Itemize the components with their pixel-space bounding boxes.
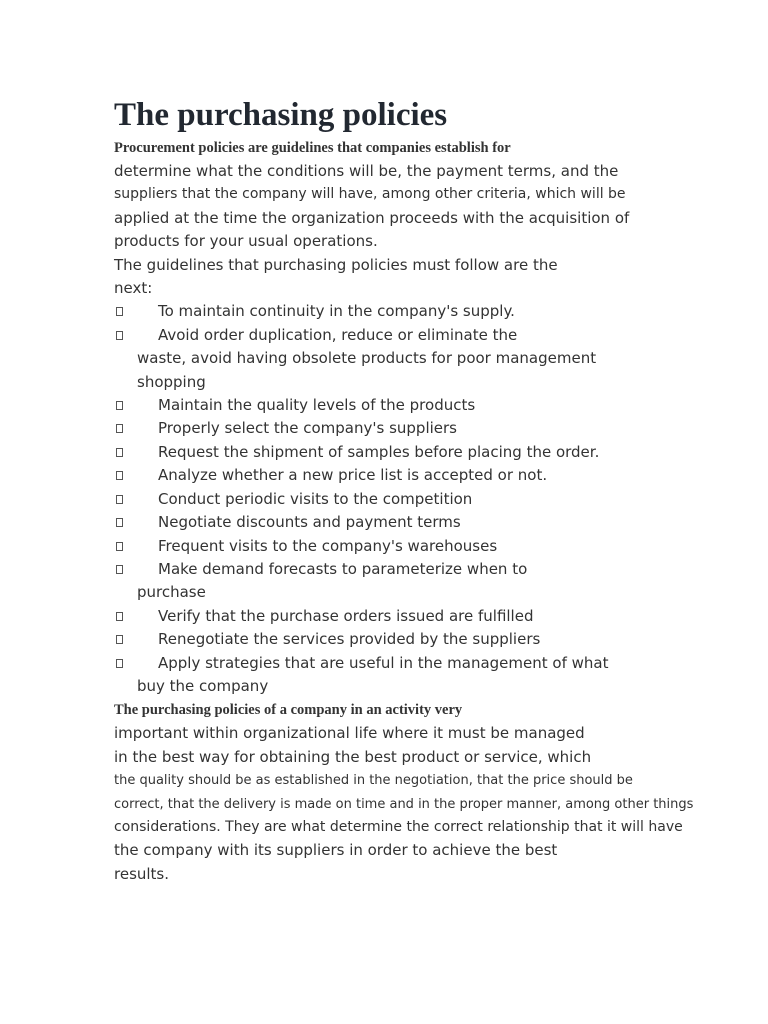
list-item <box>114 652 654 675</box>
intro-line: products for your usual operations. <box>114 232 378 251</box>
list-item <box>114 535 654 558</box>
list-item-text: Frequent visits to the company's warehouses <box>158 536 498 555</box>
list-item <box>114 511 654 534</box>
list-item-text: Maintain the quality levels of the products <box>158 396 476 415</box>
list-item <box>114 417 654 440</box>
checkbox-glyph-icon <box>116 659 123 668</box>
list-item <box>114 488 654 511</box>
document-page <box>114 95 694 886</box>
list-item-text: Request the shipment of samples before placing the order. <box>158 442 600 461</box>
list-item <box>114 300 654 323</box>
list-item <box>114 464 654 487</box>
checkbox-glyph-icon <box>116 424 123 433</box>
checkbox-glyph-icon <box>116 518 123 527</box>
list-item <box>114 324 654 347</box>
list-item <box>114 628 654 651</box>
list-item-continuation: waste, avoid having obsolete products for poor management <box>137 349 597 368</box>
checkbox-glyph-icon <box>116 565 123 574</box>
list-item-text: Renegotiate the services provided by the suppliers <box>158 630 541 649</box>
list-item-text: Make demand forecasts to parameterize when to <box>158 559 528 578</box>
checkbox-glyph-icon <box>116 542 123 551</box>
guidelines-line: next: <box>114 279 153 298</box>
list-item <box>114 558 654 581</box>
checkbox-glyph-icon <box>116 635 123 644</box>
intro-heading: Procurement policies are guidelines that companies establish for <box>114 140 511 156</box>
list-item-text: Conduct periodic visits to the competition <box>158 489 473 508</box>
list-item-text: Avoid order duplication, reduce or eliminate the <box>158 325 518 344</box>
checkbox-glyph-icon <box>116 471 123 480</box>
closing-line: results. <box>114 864 170 883</box>
list-item-text: Apply strategies that are useful in the management of what <box>158 653 609 672</box>
checkbox-glyph-icon <box>116 612 123 621</box>
list-item <box>114 394 654 417</box>
closing-line: correct, that the delivery is made on time and in the proper manner, among other things <box>114 796 694 812</box>
checkbox-glyph-icon <box>116 401 123 410</box>
closing-line: the company with its suppliers in order to achieve the best <box>114 841 558 860</box>
list-item-text: Analyze whether a new price list is accepted or not. <box>158 466 548 485</box>
checkbox-glyph-icon <box>116 331 123 340</box>
list-item-text: Negotiate discounts and payment terms <box>158 513 461 532</box>
guidelines-list <box>114 300 654 698</box>
closing-line: in the best way for obtaining the best product or service, which <box>114 747 592 766</box>
page-title: The purchasing policies <box>114 97 448 133</box>
closing-line: considerations. They are what determine the correct relationship that it will have <box>114 818 683 835</box>
list-item <box>114 605 654 628</box>
checkbox-glyph-icon <box>116 448 123 457</box>
intro-line: suppliers that the company will have, among other criteria, which will be <box>114 186 626 203</box>
list-item-text: Properly select the company's suppliers <box>158 419 457 438</box>
checkbox-glyph-icon <box>116 495 123 504</box>
intro-line: applied at the time the organization proceeds with the acquisition of <box>114 208 630 227</box>
list-item-text: Verify that the purchase orders issued are fulfilled <box>158 606 534 625</box>
closing-line: important within organizational life where it must be managed <box>114 724 585 743</box>
list-item-text: To maintain continuity in the company's supply. <box>158 302 515 321</box>
intro-line: determine what the conditions will be, the payment terms, and the <box>114 162 619 180</box>
checkbox-glyph-icon <box>116 307 123 316</box>
list-item <box>114 441 654 464</box>
list-item-continuation: buy the company <box>137 676 269 695</box>
list-item-continuation: purchase <box>137 583 206 602</box>
closing-line: the quality should be as established in the negotiation, that the price should be <box>114 773 633 789</box>
list-item-continuation: shopping <box>137 372 206 391</box>
guidelines-line: The guidelines that purchasing policies must follow are the <box>114 255 558 274</box>
closing-heading: The purchasing policies of a company in an activity very <box>114 702 463 719</box>
